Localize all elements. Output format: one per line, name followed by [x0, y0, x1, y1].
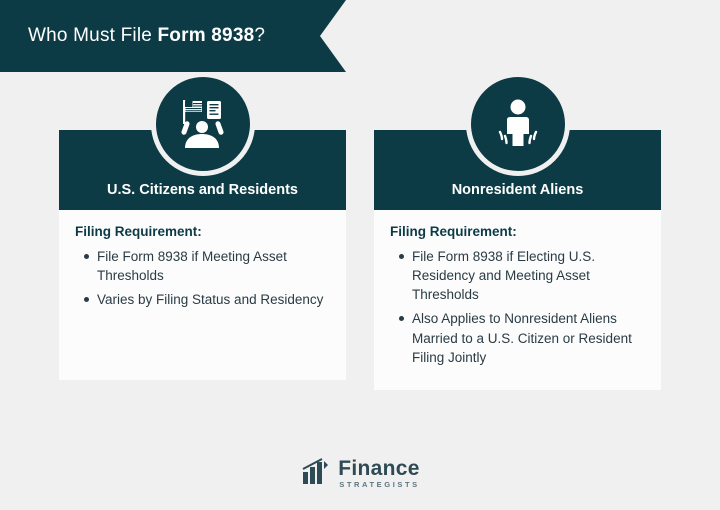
column-title-citizens: U.S. Citizens and Residents: [107, 182, 298, 198]
content-area: [0, 72, 720, 510]
nonresident-person-icon: [466, 72, 570, 176]
column-us-citizens: [59, 72, 346, 390]
footer-logo: [0, 458, 720, 489]
column-title-nonresident: Nonresident Aliens: [451, 182, 584, 198]
column-body-nonresident: [374, 210, 661, 390]
list-item: File Form 8938 if Meeting Asset Thresholds: [97, 247, 330, 285]
page-title-strong: Form 8938: [157, 25, 255, 46]
page-title-suffix: ?: [254, 25, 266, 46]
bullet-list-nonresident: [390, 247, 645, 367]
logo-name: Finance: [338, 456, 420, 480]
bullet-list-citizens: [75, 247, 330, 309]
finance-strategists-chart-logo: [300, 458, 330, 488]
requirement-label-citizens: Filing Requirement:: [75, 224, 202, 239]
page-title: [28, 25, 265, 47]
list-item: Also Applies to Nonresident Aliens Married to a U.S. Citizen or Resident Filing Jointly: [412, 309, 645, 366]
icon-wrap-citizens: [59, 72, 346, 130]
page-title-prefix: Who Must File: [28, 25, 158, 46]
logo-text: [338, 458, 420, 489]
list-item: Varies by Filing Status and Residency: [97, 290, 330, 309]
columns-container: [0, 72, 720, 390]
icon-wrap-nonresident: [374, 72, 661, 130]
column-nonresident-aliens: [374, 72, 661, 390]
header-banner: [0, 0, 320, 72]
requirement-label-nonresident: Filing Requirement:: [390, 224, 517, 239]
header-arrow-shape: [320, 0, 346, 72]
logo-subtitle: STRATEGISTS: [339, 479, 420, 489]
citizen-flag-document-icon: [151, 72, 255, 176]
list-item: File Form 8938 if Electing U.S. Residency and Meeting Asset Thresholds: [412, 247, 645, 304]
column-body-citizens: [59, 210, 346, 380]
